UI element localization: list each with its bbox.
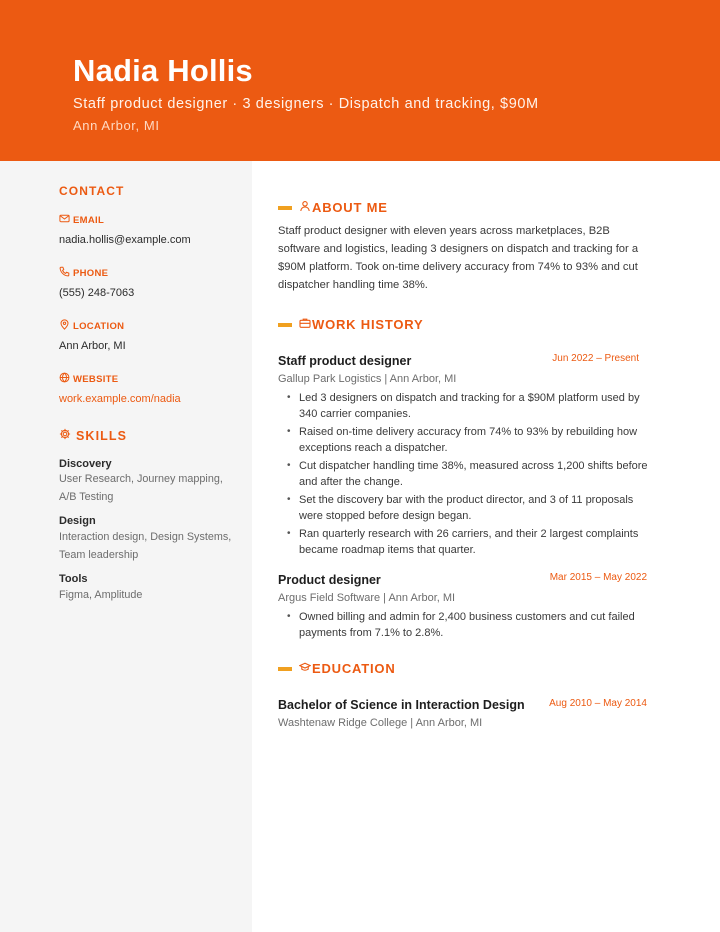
job-organization: Gallup Park Logistics | Ann Arbor, MI bbox=[278, 373, 457, 385]
list-item: • Cut dispatcher handling time 38%, measured across 1,200 shifts before and after the change. bbox=[287, 458, 649, 490]
skill-category: Discovery bbox=[59, 458, 112, 470]
education-heading: EDUCATION bbox=[278, 661, 396, 677]
candidate-name: Nadia Hollis bbox=[73, 53, 253, 88]
job-bullets bbox=[287, 390, 649, 558]
list-item: • Raised on-time delivery accuracy from 74% to 93% by rebuilding how exceptions reach a dispatcher. bbox=[287, 424, 649, 456]
list-item: • Ran quarterly research with 26 carriers, and their 2 largest complaints became roadmap items that quarter. bbox=[287, 526, 649, 558]
briefcase-icon bbox=[299, 317, 312, 333]
contact-heading: CONTACT bbox=[59, 184, 125, 198]
section-accent-bar bbox=[278, 667, 292, 671]
globe-icon bbox=[59, 372, 70, 387]
section-accent-bar bbox=[278, 206, 292, 210]
candidate-tagline: Staff product designer · 3 designers · Dispatch and tracking, $90M bbox=[73, 96, 539, 112]
contact-label-location: LOCATION bbox=[59, 319, 124, 334]
contact-location: Ann Arbor, MI bbox=[59, 340, 126, 352]
list-item: • Set the discovery bar with the product director, and 3 of 11 proposals were stopped before design began. bbox=[287, 492, 649, 524]
user-icon bbox=[299, 200, 312, 216]
graduation-cap-icon bbox=[299, 661, 312, 677]
skill-category: Design bbox=[59, 515, 96, 527]
job-bullets bbox=[287, 609, 649, 641]
skill-items: User Research, Journey mapping, A/B Testing bbox=[59, 473, 223, 503]
job-dates: Mar 2015 – May 2022 bbox=[549, 572, 647, 583]
skill-items: Interaction design, Design Systems, Team leadership bbox=[59, 531, 232, 561]
gear-icon bbox=[59, 428, 71, 444]
skill-category: Tools bbox=[59, 573, 88, 585]
list-item: • Led 3 designers on dispatch and tracking for a $90M platform used by 340 carrier companies. bbox=[287, 390, 649, 422]
skills-heading: SKILLS bbox=[59, 428, 127, 444]
mail-icon bbox=[59, 213, 70, 228]
job-title: Staff product designer bbox=[278, 354, 412, 368]
contact-email[interactable]: nadia.hollis@example.com bbox=[59, 234, 191, 246]
degree-title: Bachelor of Science in Interaction Design bbox=[278, 698, 525, 712]
about-text: Staff product designer with eleven years across marketplaces, B2B software and logistics, leading 3 designers on dispatch and tracking for a $90M platform. Took on-time delivery accuracy from 74% to 93% and cut dispatcher handling time 38%. bbox=[278, 225, 639, 291]
contact-label-email: EMAIL bbox=[59, 213, 104, 228]
job-organization: Argus Field Software | Ann Arbor, MI bbox=[278, 592, 456, 604]
candidate-location: Ann Arbor, MI bbox=[73, 118, 160, 133]
about-heading: ABOUT ME bbox=[278, 200, 388, 216]
contact-label-website: WEBSITE bbox=[59, 372, 118, 387]
contact-phone[interactable]: (555) 248-7063 bbox=[59, 287, 135, 299]
education-dates: Aug 2010 – May 2014 bbox=[549, 698, 647, 709]
resume-header bbox=[0, 0, 720, 161]
work-history-heading: WORK HISTORY bbox=[278, 317, 423, 333]
list-item: • Owned billing and admin for 2,400 business customers and cut failed payments from 7.1% to 2.8%. bbox=[287, 609, 649, 641]
job-dates: Jun 2022 – Present bbox=[552, 353, 639, 364]
school-name: Washtenaw Ridge College | Ann Arbor, MI bbox=[278, 717, 483, 729]
skill-items: Figma, Amplitude bbox=[59, 589, 143, 601]
job-title: Product designer bbox=[278, 573, 381, 587]
phone-icon bbox=[59, 266, 70, 281]
map-pin-icon bbox=[59, 319, 70, 334]
contact-label-phone: PHONE bbox=[59, 266, 108, 281]
section-accent-bar bbox=[278, 323, 292, 327]
contact-website-link[interactable]: work.example.com/nadia bbox=[59, 393, 181, 405]
